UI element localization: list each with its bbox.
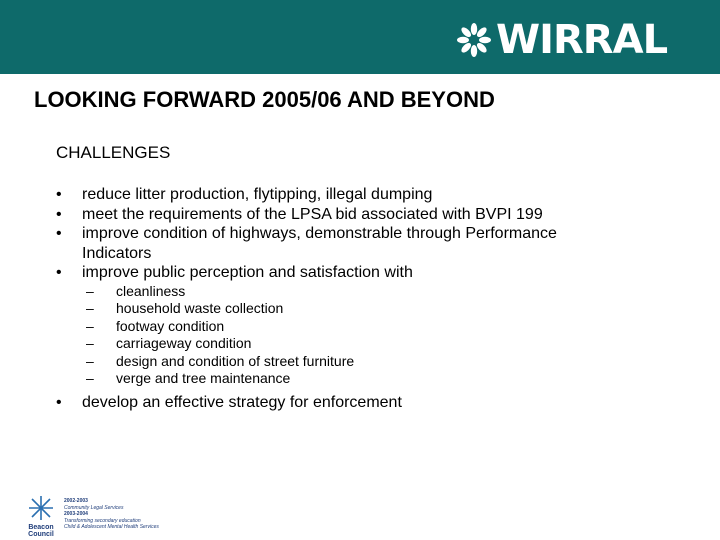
bullet-item xyxy=(56,263,656,388)
sub-item xyxy=(86,318,656,336)
section-heading: CHALLENGES xyxy=(56,143,171,162)
bullet-marker: • xyxy=(56,393,62,411)
bullet-item xyxy=(56,205,656,225)
dash-marker: – xyxy=(86,300,94,316)
bullet-list xyxy=(56,185,656,412)
sub-item xyxy=(86,370,656,388)
bullet-marker: • xyxy=(56,225,62,242)
bullet-text: improve condition of highways, demonstrable through Performance Indicators xyxy=(82,225,557,262)
bullet-marker: • xyxy=(56,186,62,203)
bullet-item xyxy=(56,224,656,263)
award-text xyxy=(64,498,159,531)
bullet-text: develop an effective strategy for enforcement xyxy=(82,393,402,411)
dash-marker: – xyxy=(86,352,94,369)
sub-item-text: household waste collection xyxy=(116,300,284,316)
sub-item-text: footway condition xyxy=(116,317,225,334)
beacon-line-2: Council xyxy=(28,531,54,538)
award-line: Child & Adolescent Mental Health Services xyxy=(64,524,159,530)
sub-item xyxy=(86,300,656,318)
dash-marker: – xyxy=(86,317,94,334)
sub-item-text: verge and tree maintenance xyxy=(116,370,291,386)
sub-item-text: design and condition of street furniture xyxy=(116,352,355,369)
sub-item xyxy=(86,335,656,353)
bullet-text: reduce litter production, flytipping, illegal dumping xyxy=(82,186,433,203)
dash-marker: – xyxy=(86,282,94,299)
bullet-marker: • xyxy=(56,205,62,223)
award-line: Transforming secondary education xyxy=(64,517,141,524)
bullet-text: improve public perception and satisfaction with xyxy=(82,264,413,281)
beacon-line-1: Beacon xyxy=(28,524,54,531)
award-line: 2003-2004 xyxy=(64,511,88,517)
bullet-item xyxy=(56,393,656,413)
dash-marker: – xyxy=(86,370,94,386)
dash-marker: – xyxy=(86,335,94,351)
flower-icon xyxy=(456,22,492,58)
beacon-star-icon xyxy=(29,496,53,520)
slide-title: LOOKING FORWARD 2005/06 AND BEYOND xyxy=(34,87,495,112)
bullet-item xyxy=(56,185,656,205)
sub-item-text: carriageway condition xyxy=(116,335,252,351)
brand-name: WIRRAL xyxy=(496,17,668,63)
sub-item-text: cleanliness xyxy=(116,282,186,299)
bullet-text: meet the requirements of the LPSA bid associated with BVPI 199 xyxy=(82,205,543,223)
bullet-marker: • xyxy=(56,264,62,281)
sub-item xyxy=(86,353,656,371)
award-line: 2002-2003 xyxy=(64,498,88,504)
award-line: Community Legal Services xyxy=(64,504,124,511)
sub-item xyxy=(86,283,656,301)
wirral-logo xyxy=(456,18,667,62)
sub-list xyxy=(82,283,656,388)
beacon-council-logo xyxy=(22,494,60,538)
